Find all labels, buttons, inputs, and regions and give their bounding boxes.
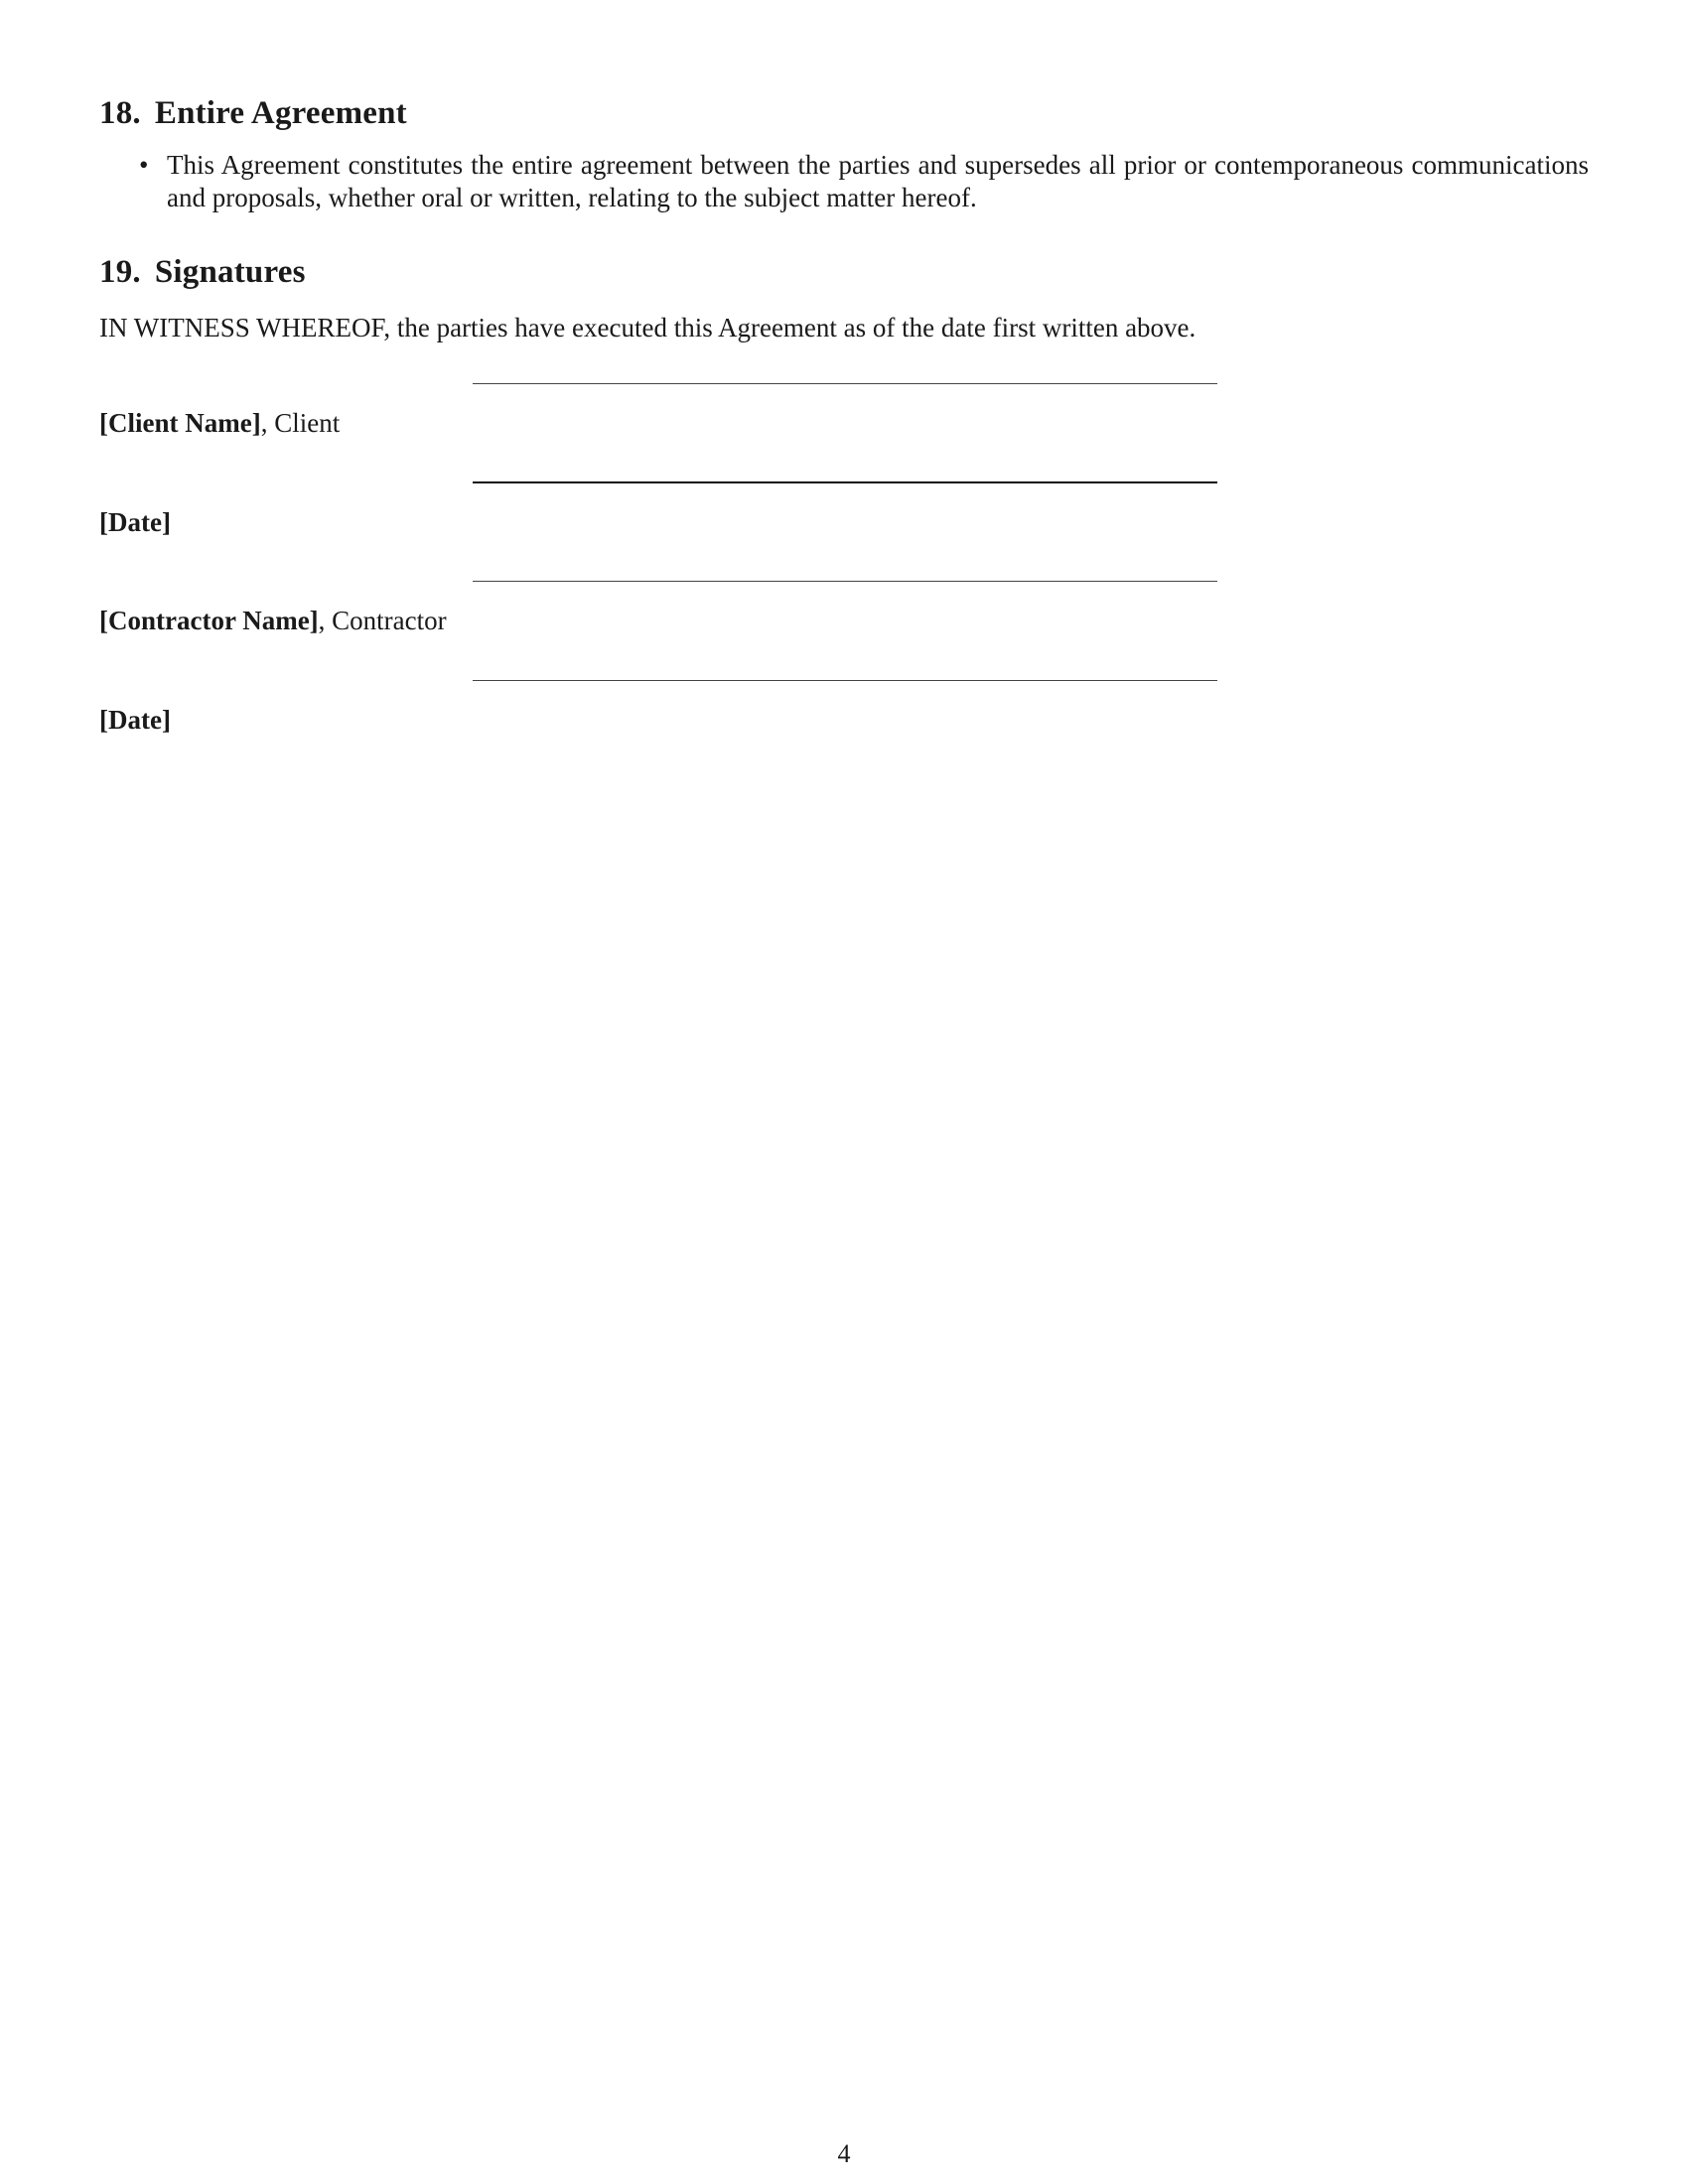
section-title: Signatures	[154, 254, 306, 290]
bullet-icon: •	[139, 150, 149, 180]
contractor-name: [Contractor Name]	[99, 606, 319, 635]
witness-paragraph: IN WITNESS WHEREOF, the parties have executed this Agreement as of the date first written above.	[99, 313, 1196, 342]
client-name: [Client Name]	[99, 408, 261, 438]
bullet-text: This Agreement constitutes the entire agreement between the parties and supersedes all prior or contemporaneous communications and proposals, whether oral or written, relating to the subject matter hereof.	[167, 150, 1589, 212]
client-date: [Date]	[99, 507, 171, 537]
client-role: , Client	[260, 408, 341, 438]
page-number: 4	[837, 2139, 851, 2168]
contractor-role: , Contractor	[318, 606, 447, 635]
client-name-label	[99, 407, 340, 440]
client-date-line	[473, 481, 1217, 483]
client-date-label	[99, 506, 171, 539]
contractor-date-line	[473, 680, 1217, 681]
section-heading-entire-agreement	[99, 95, 407, 132]
section-heading-signatures	[99, 254, 306, 291]
section-title: Entire Agreement	[154, 95, 407, 131]
contractor-date-label	[99, 704, 171, 737]
contractor-date: [Date]	[99, 705, 171, 735]
contractor-signature-line	[473, 581, 1217, 582]
section-number: 19.	[99, 254, 141, 290]
contractor-name-label	[99, 605, 447, 637]
client-signature-line	[473, 383, 1217, 384]
section-number: 18.	[99, 95, 141, 131]
